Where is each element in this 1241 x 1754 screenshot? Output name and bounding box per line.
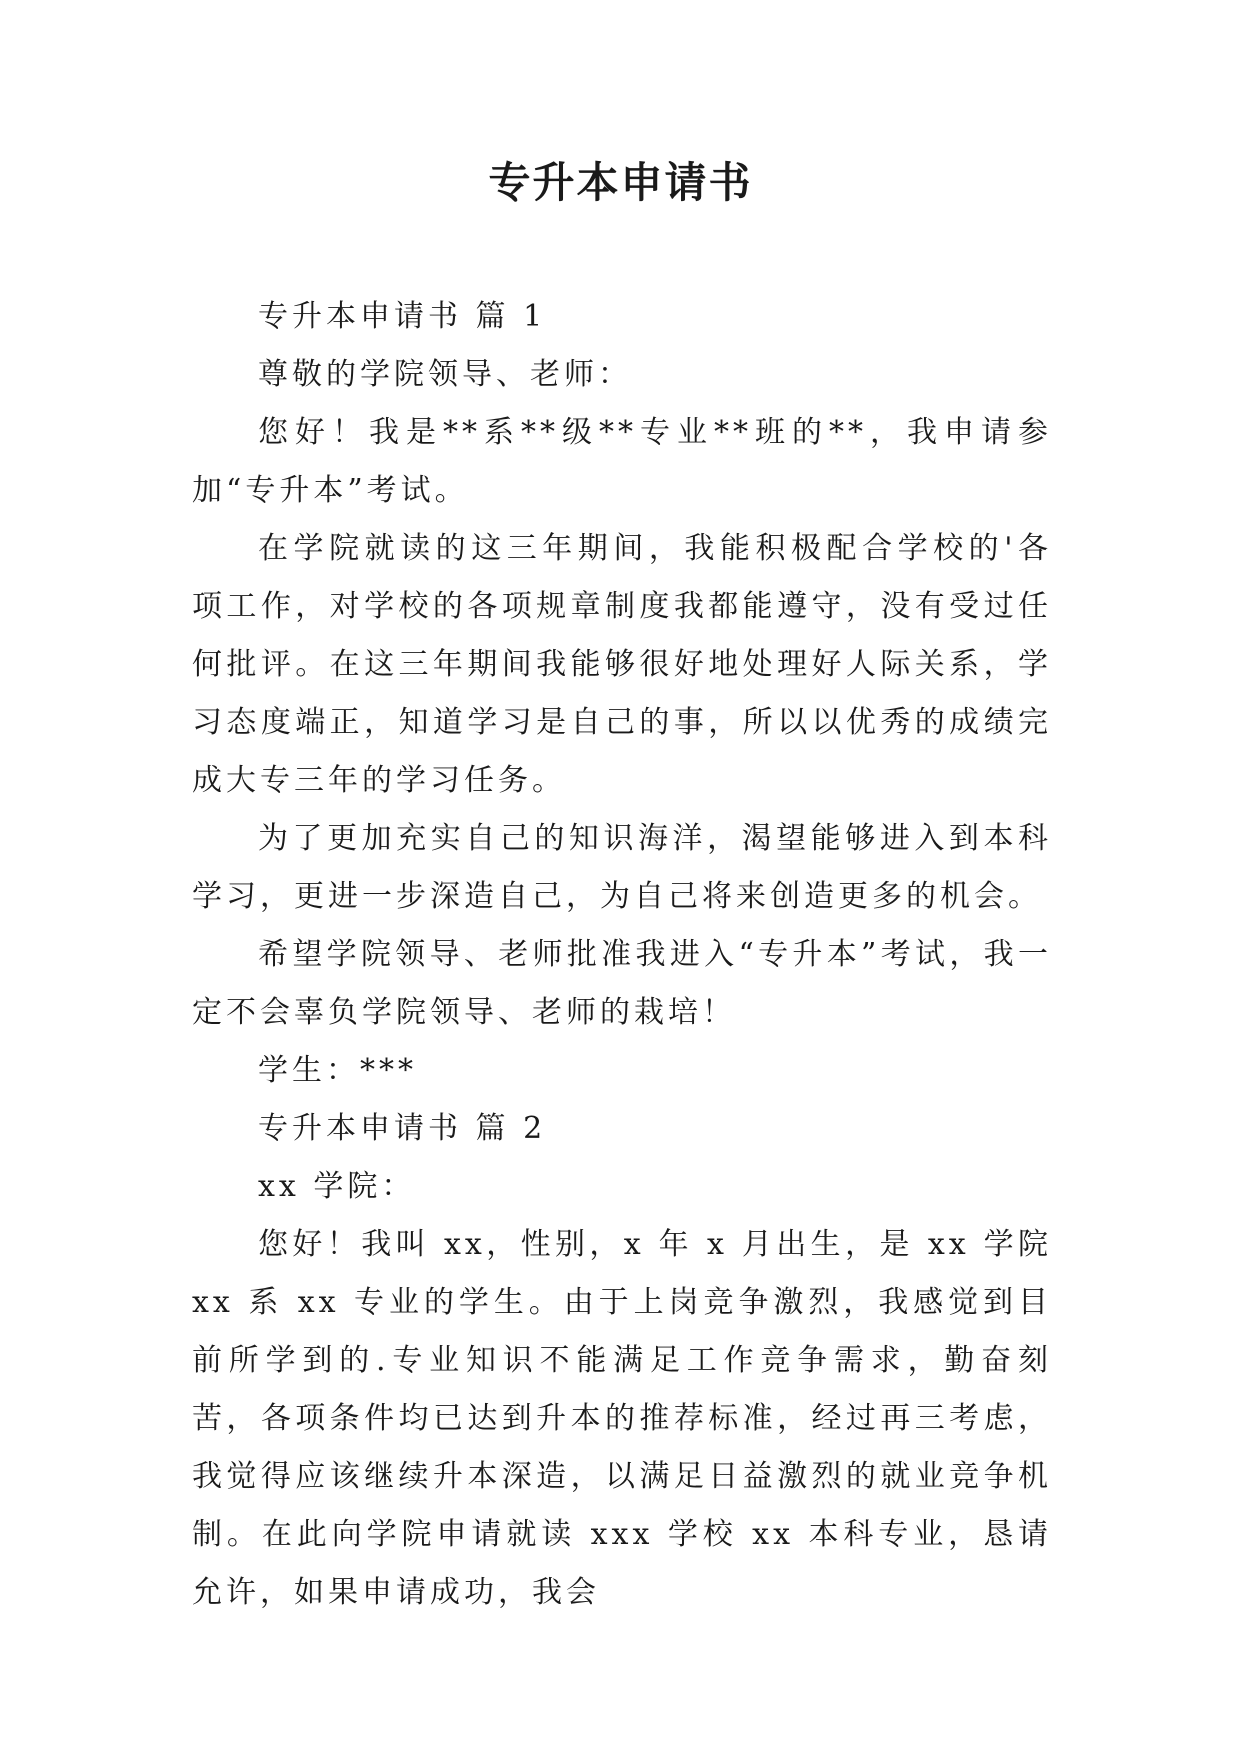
document-body [192, 288, 1052, 1622]
salutation: xx 学院： [258, 1169, 416, 1204]
document-title: 专升本申请书 [488, 158, 753, 207]
signature-line: 学生：*** [258, 1053, 417, 1088]
body-paragraph: 您好！我是**系**级**专业**班的**，我申请参加“专升本”考试。 [192, 415, 1052, 508]
salutation: 尊敬的学院领导、老师： [258, 357, 632, 392]
body-paragraph: 希望学院领导、老师批准我进入“专升本”考试，我一定不会辜负学院领导、老师的栽培！ [192, 937, 1052, 1030]
body-paragraph: 您好！我叫 xx，性别，x 年 x 月出生，是 xx 学院 xx 系 xx 专业的学生。由于上岗竞争激烈，我感觉到目前所学到的.专业知识不能满足工作竞争需求，勤奋刻苦，各项条件均已达到升本的推荐标准，经过再三考虑，我觉得应该继续升本深造，以满足日益激烈的就业竞争机制。在此向学院申请就读 xxx 学校 xx 本科专业，恳请允许，如果申请成功，我会 [192, 1227, 1052, 1610]
section-heading-2: 专升本申请书 篇 2 [258, 1111, 547, 1146]
body-paragraph: 在学院就读的这三年期间，我能积极配合学校的'各项工作，对学校的各项规章制度我都能遵守，没有受过任何批评。在这三年期间我能够很好地处理好人际关系，学习态度端正，知道学习是自己的事，所以以优秀的成绩完成大专三年的学习任务。 [192, 531, 1052, 798]
body-paragraph: 为了更加充实自己的知识海洋，渴望能够进入到本科学习，更进一步深造自己，为自己将来创造更多的机会。 [192, 821, 1052, 914]
section-heading-1: 专升本申请书 篇 1 [258, 299, 547, 334]
